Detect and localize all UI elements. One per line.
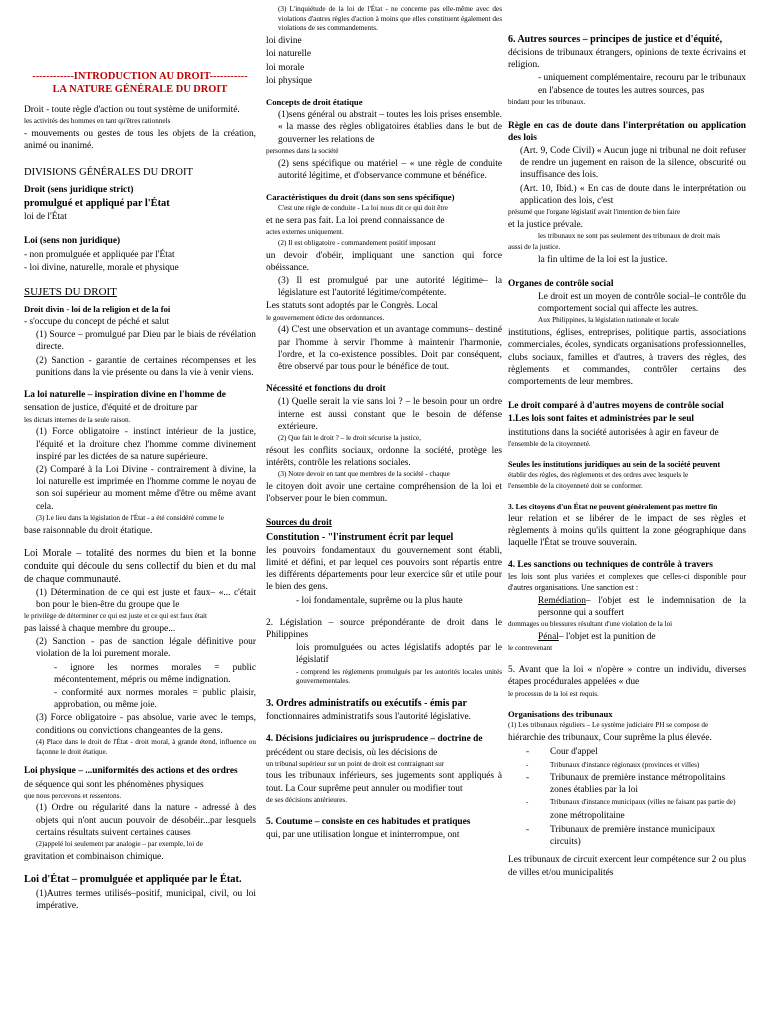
loi-morale-8: (4) Place dans le droit de l'État - droit moral, à grande étend, influence ou façonne le droit étatique.	[36, 737, 256, 756]
decisions-heading: 4. Décisions judiciaires ou jurisprudence – doctrine de	[266, 734, 483, 745]
citoyens-heading: 3. Les citoyens d'un État ne peuvent généralement pas mettre fin	[508, 501, 718, 511]
loi-physique-1-note: que nous percevons et ressentons.	[24, 791, 122, 800]
coutume-heading: 5. Coutume – consiste en ces habitudes et pratiques	[266, 816, 471, 827]
organes-1: Le droit est un moyen de contrôle social–le contrôle du comportement social qui affecte les autres.	[538, 291, 746, 315]
organisations-heading: Organisations des tribunaux	[508, 709, 613, 720]
remediation-note: dommages ou blessures résultant d'une violation de la loi	[508, 620, 673, 629]
sources-heading: Sources du droit	[266, 518, 332, 529]
regle-doute-2: (Art. 10, Ibid.) « En cas de doute dans le interprétation ou application des lois, c'est	[520, 183, 746, 206]
decisions-1: précédent ou stare decisis, où les décisions de	[266, 747, 438, 758]
autres-sources-2-note: bindant pour les tribunaux.	[508, 97, 586, 106]
concepts-1-note: personnes dans la société	[266, 146, 339, 155]
inquietude-note: (3) L'inquiétude de la loi de l'État - ne concerne pas elle-même avec des violations d'autres règles d'action à moins que elles constituent également des violations de ses commandements.	[278, 5, 502, 33]
regle-doute-2-note: présumé que l'organe législatif avait l'intention de bien faire	[508, 208, 681, 217]
regle-doute-4-note: les tribunaux ne sont pas seulement des tribunaux de droit mais	[538, 232, 721, 241]
loi-morale-4: (2) Sanction - pas de sanction légale définitive pour violation de la loi purement morale.	[36, 637, 256, 660]
loi-naturelle-4-note: (3) Le lieu dans la législation de l'État - a été considéré comme le	[36, 513, 224, 522]
loi-naturelle-3: (2) Comparé à la Loi Divine - contrairement à divine, la loi naturelle est imprimée en l'homme comme le noyau de son soi supérieur au moment même d'être ou même avant cela.	[36, 464, 256, 512]
droit-divin-2: (1) Source – promulgué par Dieu par le biais de révélation directe.	[36, 330, 256, 353]
loi-etat-1: (1)Autres termes utilisés–positif, municipal, civil, ou loi impérative.	[36, 888, 256, 911]
concepts-heading: Concepts de droit étatique	[266, 97, 363, 108]
loi-etat: loi de l'État	[24, 212, 67, 223]
list-naturelle: loi naturelle	[266, 49, 312, 60]
definition-droit-2: - mouvements ou gestes de tous les objets de la création, animé ou inanimé.	[24, 128, 256, 152]
loi-naturelle-heading: La loi naturelle – inspiration divine en l'homme de	[24, 390, 226, 401]
penal-line	[508, 631, 746, 643]
list-item: - Cour d'appel	[526, 747, 598, 758]
document-title	[24, 70, 256, 96]
necessite-2-note: (2) Que fait le droit ? – le droit sécurise la justice,	[278, 434, 421, 443]
remediation-word: Remédiation	[538, 595, 586, 606]
organes-3: institutions, églises, entreprises, politique partis, associations commerciales, écoles, syndicats organisations professionnelles, clubs sociaux, familles et d'autres, à travers des règles, des règlements et commandes, contrôler certains des comportements de leur membres.	[508, 328, 746, 387]
necessite-3: le citoyen doit avoir une certaine compréhension de la loi et l'observer pour le bien commun.	[266, 482, 502, 505]
seules-note-2: l'ensemble de la citoyenneté doit se conformer.	[508, 481, 643, 490]
seules-heading: Seules les institutions juridiques au sein de la société peuvent	[508, 459, 721, 469]
caracteristiques-3b-note: le gouvernement édicte des ordonnances.	[266, 313, 385, 322]
legislation-2-note: - comprend les règlements promulgués par les autorités locales unités gouvernementales.	[296, 667, 502, 686]
necessite-heading: Nécessité et fonctions du droit	[266, 384, 386, 395]
legislation-heading: 2. Législation – source prépondérante de droit dans le Philippines	[266, 617, 502, 640]
column-right	[508, 33, 746, 885]
loi-naturelle-1-note: les dictats internes de la seule raison.	[24, 415, 131, 424]
compare-1b: institutions dans la société autorisées à agir en faveur de	[508, 427, 719, 438]
caracteristiques-3b: Les statuts sont adoptés par le Congrès. Local	[266, 301, 438, 312]
penal-text: – l'objet est la punition de	[558, 632, 656, 643]
compare-heading: Le droit comparé à d'autres moyens de contrôle social	[508, 401, 724, 412]
loi-non-juridique-2: - loi divine, naturelle, morale et physique	[24, 262, 179, 273]
loi-morale-1: Loi Morale – totalité des normes du bien et la bonne conduite qui découle du sens collectif du bien et du mal de chaque communauté.	[24, 547, 256, 585]
tribunaux-list	[508, 746, 746, 848]
loi-morale-2-note: le privilège de déterminer ce qui est juste et ce qui est faux était	[24, 612, 208, 621]
title-line-2: LA NATURE GÉNÉRALE DU DROIT	[52, 84, 228, 95]
avant-loi-note: le processus de la loi est requis.	[508, 689, 599, 698]
loi-naturelle-1: sensation de justice, d'équité et de droiture par	[24, 403, 198, 414]
sanctions-1: les lois sont plus variées et complexes que celles-ci disponible pour d'autres organisations. Une sanction est :	[508, 572, 746, 593]
compare-1: 1.Les lois sont faites et administrées par le seul	[508, 414, 695, 425]
penal-note: le contrevenant	[508, 644, 553, 653]
decisions-1-note: un tribunal supérieur sur un point de droit est contraignant sur	[266, 759, 445, 768]
divisions-heading: DIVISIONS GÉNÉRALES DU DROIT	[24, 167, 193, 179]
regle-doute-3: et la justice prévale.	[508, 219, 583, 230]
necessite-3-note: (3) Notre devoir en tant que membres de la société - chaque	[278, 470, 450, 479]
caracteristiques-4: (4) C'est une observation et un avantage communs– destiné par l'homme à servir l'homme à maintenir l'harmonie, l'ordre, et la co-existence possibles. Doit par conséquent, être observé par tous pour le bénéfice de tout.	[278, 325, 502, 373]
organisations-1-note: (1) Les tribunaux réguliers – Le système judiciaire PH se compose de	[508, 721, 709, 730]
column-middle	[266, 5, 502, 847]
citoyens-1: leur relation et se libérer de le impact de ses règles et règlements à moins qu'ils quittent la zone géographique dans laquelle l'État se trouve souverain.	[508, 513, 746, 548]
constitution-2: - loi fondamentale, suprême ou la plus haute	[296, 595, 463, 606]
loi-morale-7: (3) Force obligatoire - pas absolue, varie avec le temps, conditions ou convictions changeantes de la gens.	[36, 713, 256, 736]
legislation-1: lois promulguées ou actes législatifs adoptés par le législatif	[296, 643, 502, 666]
regle-doute-4b-note: aussi de la justice.	[508, 242, 561, 251]
seules-note-1: établir des règles, des règlements et des ordres avec lesquels le	[508, 471, 689, 480]
loi-morale-3: pas laissé à chaque membre du groupe...	[24, 623, 176, 634]
organes-2-note: Aux Philippines, la législation nationale et locale	[538, 316, 680, 325]
loi-non-juridique: Loi (sens non juridique)	[24, 236, 121, 247]
loi-non-juridique-1: - non promulguée et appliquée par l'État	[24, 249, 175, 260]
caracteristiques-2-note: (2) Il est obligatoire - commandement positif imposant	[278, 238, 436, 247]
decisions-2: tous les tribunaux inférieurs, ses jugements sont appliqués à tout. La Cour suprême peut annuler ou modifier tout	[266, 771, 502, 794]
definition-droit: Droit - toute règle d'action ou tout système de uniformité.	[24, 105, 240, 115]
autres-sources-2: - uniquement complémentaire, recouru par le tribunaux en l'absence de toutes les autres sources, pas	[538, 73, 746, 96]
coutume-1: qui, par une utilisation longue et ininterrompue, ont	[266, 829, 460, 840]
penal-word: Pénal	[538, 632, 559, 643]
remediation-line	[508, 595, 746, 619]
caracteristiques-2: un devoir d'obéir, impliquant une sanction qui force obéissance.	[266, 250, 502, 273]
avant-loi: 5. Avant que la loi « n'opère » contre un individu, diverses étapes procédurales appelées « due	[508, 665, 746, 688]
loi-physique-3: gravitation et combinaison chimique.	[24, 851, 164, 862]
constitution-heading: Constitution - "l'instrument écrit par lequel	[266, 531, 454, 543]
caracteristiques-3: (3) Il est promulgué par une autorité légitime– la législature est l'autorité légitime/compétente.	[278, 276, 502, 299]
loi-etat-heading: Loi d'État – promulguée et appliquée par le État.	[24, 874, 242, 886]
caracteristiques-1b-note: actes externes uniquement.	[266, 228, 344, 237]
regle-doute-5: la fin ultime de la loi est la justice.	[538, 254, 668, 265]
sujets-heading: SUJETS DU DROIT	[24, 286, 117, 299]
caracteristiques-1-note: C'est une règle de conduite - La loi nous dit ce qui doit être	[278, 204, 448, 213]
circuit-text: Les tribunaux de circuit exercent leur compétence sur 2 ou plus de villes et/ou municipalités	[508, 855, 746, 878]
list-item: - Tribunaux d'instance municipaux (villes ne faisant pas partie de)	[526, 798, 736, 807]
decisions-2-note: de ses décisions antérieures.	[266, 795, 348, 804]
column-left	[24, 70, 256, 918]
droit-divin-heading: Droit divin - loi de la religion et de la foi	[24, 303, 171, 314]
definition-droit-note: les activités des hommes en tant qu'êtres rationnels	[24, 117, 171, 126]
caracteristiques-1: et ne sera pas fait. La loi prend connaissance de	[266, 215, 445, 226]
concepts-1: (1)sens général ou abstrait – toutes les lois prises ensemble. « la masse des règles obligatoires établies dans le but de gouverner les relations de	[278, 110, 502, 145]
droit-strict: Droit (sens juridique strict)	[24, 184, 134, 195]
organes-heading: Organes de contrôle social	[508, 278, 614, 289]
autres-sources-heading: 6. Autres sources – principes de justice et d'équité,	[508, 34, 723, 45]
remediation-text: – l'objet est le indemnisation de la personne qui a souffert	[538, 595, 746, 619]
loi-physique-1: de séquence qui sont les phénomènes physiques	[24, 779, 204, 790]
list-item: - Tribunaux de première instance métropolitains zones établies par la loi	[526, 772, 726, 796]
droit-divin-3: (2) Sanction - garantie de certaines récompenses et les punitions dans la vie présente ou dans la vie à venir viens.	[36, 355, 256, 378]
regle-doute-1: (Art. 9, Code Civil) « Aucun juge ni tribunal ne doit refuser de rendre un jugement en raison de la silence, obscurité ou insuffisance des lois.	[520, 146, 746, 181]
list-item: - Tribunaux d'instance régionaux (provinces et villes)	[526, 760, 700, 769]
ordres-1: fonctionnaires administratifs sous l'autorité législative.	[266, 712, 472, 723]
title-line-1: ------------INTRODUCTION AU DROIT-----------	[32, 71, 248, 82]
loi-physique-2: (1) Ordre ou régularité dans la nature - adressé à des objets qui n'ont aucun pouvoir de désobéir...par lesquels certains résultats suivent certaines causes	[36, 803, 256, 838]
list-morale: loi morale	[266, 62, 305, 73]
loi-morale-5: - ignore les normes morales = public mécontentement, mépris ou même indignation.	[54, 662, 256, 685]
promulgue-etat: promulgué et appliqué par l'État	[24, 197, 170, 209]
autres-sources-1: décisions de tribunaux étrangers, opinions de texte écrivains et religion.	[508, 48, 746, 71]
droit-divin-1: - s'occupe du concept de péché et salut	[24, 317, 170, 328]
loi-morale-6: - conformité aux normes morales = public plaisir, approbation, ou même joie.	[54, 688, 256, 711]
regle-doute-heading: Règle en cas de doute dans l'interprétation ou application des lois	[508, 120, 746, 143]
list-item: - Tribunaux de première instance municipaux circuits)	[526, 824, 716, 848]
list-item: zone métropolitaine	[550, 810, 625, 821]
loi-physique-3-note: (2)appelé loi seulement par analogie – par exemple, loi de	[36, 840, 203, 849]
loi-naturelle-4: base raisonnable du droit étatique.	[24, 525, 153, 536]
caracteristiques-heading: Caractéristiques du droit (dans son sens spécifique)	[266, 192, 455, 203]
list-divine: loi divine	[266, 36, 302, 47]
loi-naturelle-2: (1) Force obligatoire - instinct intérieur de la justice, l'équité et la droiture chez l'homme comme divinement inspiré par les dictées de sa nature supérieure.	[36, 427, 256, 462]
constitution-1: les pouvoirs fondamentaux du gouvernement sont établi, limité et défini, et par lequel ces pouvoirs sont répartis entre les différents départements pour leur exercice sûr et utile pour le bien des gens.	[266, 545, 502, 593]
ordres-heading: 3. Ordres administratifs ou exécutifs - émis par	[266, 698, 467, 710]
necessite-1: (1) Quelle serait la vie sans loi ? – le besoin pour un ordre interne est aussi constant que le besoin de défense extérieure.	[278, 397, 502, 432]
necessite-2: résout les conflits sociaux, ordonne la société, protège les intérêts, contrôle les relations sociales.	[266, 445, 502, 469]
loi-physique-heading: Loi physique – ...uniformités des actions et des ordres	[24, 766, 238, 777]
list-physique: loi physique	[266, 75, 313, 86]
sanctions-heading: 4. Les sanctions ou techniques de contrôle à travers	[508, 560, 713, 571]
compare-1b-note: l'ensemble de la citoyenneté.	[508, 439, 591, 448]
concepts-2: (2) sens spécifique ou matériel – « une règle de conduite autorité légitime, et d'observance commune et bénéfice.	[278, 158, 502, 181]
loi-morale-2: (1) Détermination de ce qui est juste et faux– «... c'était bon pour le bien-être du groupe que le	[36, 587, 256, 610]
organisations-1: hiérarchie des tribunaux, Cour suprême la plus élevée.	[508, 733, 712, 744]
